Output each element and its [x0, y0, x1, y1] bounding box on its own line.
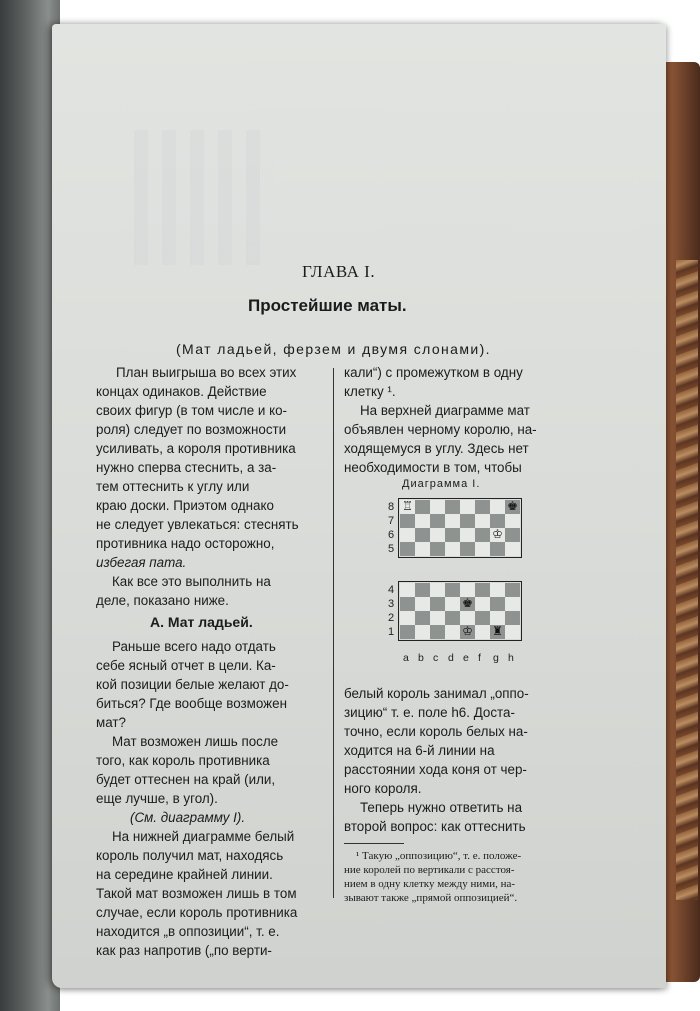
file-label: b: [418, 652, 424, 664]
rank-label: 6: [388, 529, 395, 541]
text-line: Мат возможен лишь после: [112, 734, 279, 749]
board-square: [400, 583, 415, 597]
text-line: находится „в оппозиции“, т. е.: [96, 924, 280, 939]
board-square: [415, 542, 430, 556]
text-line: концах одинаков. Действие: [96, 384, 267, 399]
file-label: a: [403, 652, 409, 664]
board-square: [400, 611, 415, 625]
board-square: [445, 597, 460, 611]
footnote-line: нием в одну клетку между ними, на-: [344, 878, 516, 890]
text-line: (См. диаграмму I).: [130, 810, 246, 825]
text-line: будет оттеснен на край (или,: [96, 772, 276, 787]
board-square: [505, 542, 520, 556]
file-label: f: [478, 652, 481, 664]
file-label: c: [433, 652, 439, 664]
chapter-title: Простейшие маты.: [248, 296, 407, 315]
footnote-line: зывают также „прямой оппозицией“.: [344, 892, 518, 904]
text-line: зицию“ т. е. поле h6. Доста-: [344, 705, 515, 720]
board-square: [445, 583, 460, 597]
board-square: [400, 542, 415, 556]
board-square: [430, 500, 445, 514]
text-line: План выигрыша во всех этих: [116, 365, 297, 380]
board-square: [430, 528, 445, 542]
chapter-heading: ГЛАВА I.: [302, 262, 376, 281]
left-page-edge: [0, 0, 60, 1011]
board-square: [460, 514, 475, 528]
board-square: [490, 611, 505, 625]
board-square: [400, 597, 415, 611]
board-square: [490, 514, 505, 528]
text-line: На верхней диаграмме мат: [360, 403, 530, 418]
section-heading: А. Мат ладьей.: [150, 614, 253, 630]
text-line: на середине крайней линии.: [96, 867, 273, 882]
chess-piece: ♔: [462, 624, 473, 638]
chapter-subtitle: (Мат ладьей, ферзем и двумя слонами).: [176, 341, 491, 357]
board-square: [475, 625, 490, 639]
text-line: точно, если король белых на-: [344, 724, 528, 739]
board-square: [400, 528, 415, 542]
text-line: Такой мат возможен лишь в том: [96, 886, 297, 901]
footnote-line: ние королей по вертикали с расстоя-: [344, 864, 515, 876]
rank-label: 4: [388, 584, 395, 596]
footnote-line: ¹ Такую „оппозицию“, т. е. положе-: [356, 850, 522, 862]
board-square: [415, 514, 430, 528]
board-square: [430, 514, 445, 528]
board-square: [505, 625, 520, 639]
board-square: [460, 528, 475, 542]
board-square: [490, 597, 505, 611]
board-square: [445, 514, 460, 528]
text-line: ного короля.: [344, 781, 422, 796]
column-divider: [333, 368, 334, 898]
board-square: [400, 514, 415, 528]
rank-label: 3: [388, 598, 395, 610]
text-line: белый король занимал „оппо-: [344, 686, 529, 701]
rank-label: 5: [388, 543, 395, 555]
board-square: [490, 583, 505, 597]
board-square: [475, 611, 490, 625]
board-square: [460, 611, 475, 625]
board-square: [415, 597, 430, 611]
text-line: деле, показано ниже.: [96, 593, 229, 608]
board-square: [400, 625, 415, 639]
board-square: [475, 528, 490, 542]
board-square: [505, 611, 520, 625]
text-line: себе ясный отчет в цели. Ка-: [96, 658, 276, 673]
file-label: e: [463, 652, 469, 664]
board-square: [460, 583, 475, 597]
text-line: биться? Где вообще возможен: [96, 696, 287, 711]
board-square: [430, 597, 445, 611]
text-line: ходится на 6-й линии на: [344, 743, 495, 758]
text-line: Как все это выполнить на: [112, 574, 271, 589]
text-line: На нижней диаграмме белый: [112, 829, 295, 844]
text-line: случае, если король противника: [96, 905, 298, 920]
rank-label: 7: [388, 515, 395, 527]
text-line: Раньше всего надо отдать: [112, 639, 276, 654]
board-square: [505, 528, 520, 542]
text-line: избегая пата.: [96, 555, 187, 570]
rank-label: 2: [388, 612, 395, 624]
file-label: h: [508, 652, 514, 664]
board-square: [445, 542, 460, 556]
text-line: роля) следует по возможности: [96, 422, 287, 437]
text-line: кали“) с промежутком в одну: [344, 365, 523, 380]
text-line: усиливать, а короля противника: [96, 441, 296, 456]
board-square: [460, 500, 475, 514]
text-line: кой позиции белые желают до-: [96, 677, 289, 692]
board-square: [475, 597, 490, 611]
board-square: [475, 500, 490, 514]
board-square: [445, 528, 460, 542]
text-line: объявлен черному королю, на-: [344, 422, 537, 437]
text-line: тем оттеснить к углу или: [96, 479, 250, 494]
board-square: [430, 583, 445, 597]
text-line: необходимости в том, чтобы: [344, 460, 522, 475]
board-square: [445, 625, 460, 639]
rank-label: 1: [388, 626, 395, 638]
board-square: [505, 597, 520, 611]
text-line: мат?: [96, 715, 126, 730]
board-square: [505, 514, 520, 528]
bleed-through-diagram: [134, 130, 274, 265]
board-square: [415, 625, 430, 639]
footnote-rule: [344, 843, 404, 844]
chess-piece: ♔: [492, 527, 503, 541]
board-square: [415, 583, 430, 597]
board-square: [430, 625, 445, 639]
board-square: [460, 542, 475, 556]
board-square: [415, 500, 430, 514]
text-line: противника надо осторожно,: [96, 536, 275, 551]
text-line: расстоянии хода коня от чер-: [344, 762, 527, 777]
board-square: [415, 528, 430, 542]
text-line: того, как король противника: [96, 753, 270, 768]
board-square: [430, 542, 445, 556]
board-square: [445, 500, 460, 514]
text-line: клетку ¹.: [344, 384, 396, 399]
diagram-caption: Диаграмма I.: [402, 478, 481, 490]
board-square: [415, 611, 430, 625]
board-square: [490, 500, 505, 514]
board-square: [475, 514, 490, 528]
chess-piece: ♜: [492, 624, 503, 638]
text-line: как раз напротив („по верти-: [96, 943, 272, 958]
text-line: Теперь нужно ответить на: [360, 800, 523, 815]
text-line: своих фигур (в том числе и ко-: [96, 403, 287, 418]
board-square: [430, 611, 445, 625]
text-line: второй вопрос: как оттеснить: [344, 819, 526, 834]
board-square: [505, 583, 520, 597]
board-square: [445, 611, 460, 625]
chess-piece: ♚: [507, 499, 518, 513]
text-line: король получил мат, находясь: [96, 848, 284, 863]
board-square: [475, 542, 490, 556]
text-line: краю доски. Приэтом однако: [96, 498, 274, 513]
file-label: d: [448, 652, 454, 664]
rank-label: 8: [388, 501, 395, 513]
board-square: [475, 583, 490, 597]
text-line: ходящемуся в углу. Здесь нет: [344, 441, 529, 456]
chess-piece: ♚: [462, 596, 473, 610]
file-label: g: [493, 652, 499, 664]
cover-marbling: [676, 260, 698, 900]
text-line: нужно сперва стеснить, а за-: [96, 460, 277, 475]
text-line: не следует увлекаться: стеснять: [96, 517, 299, 532]
board-square: [490, 542, 505, 556]
chess-piece: ♖: [402, 499, 413, 513]
text-line: еще лучше, в угол).: [96, 791, 218, 806]
